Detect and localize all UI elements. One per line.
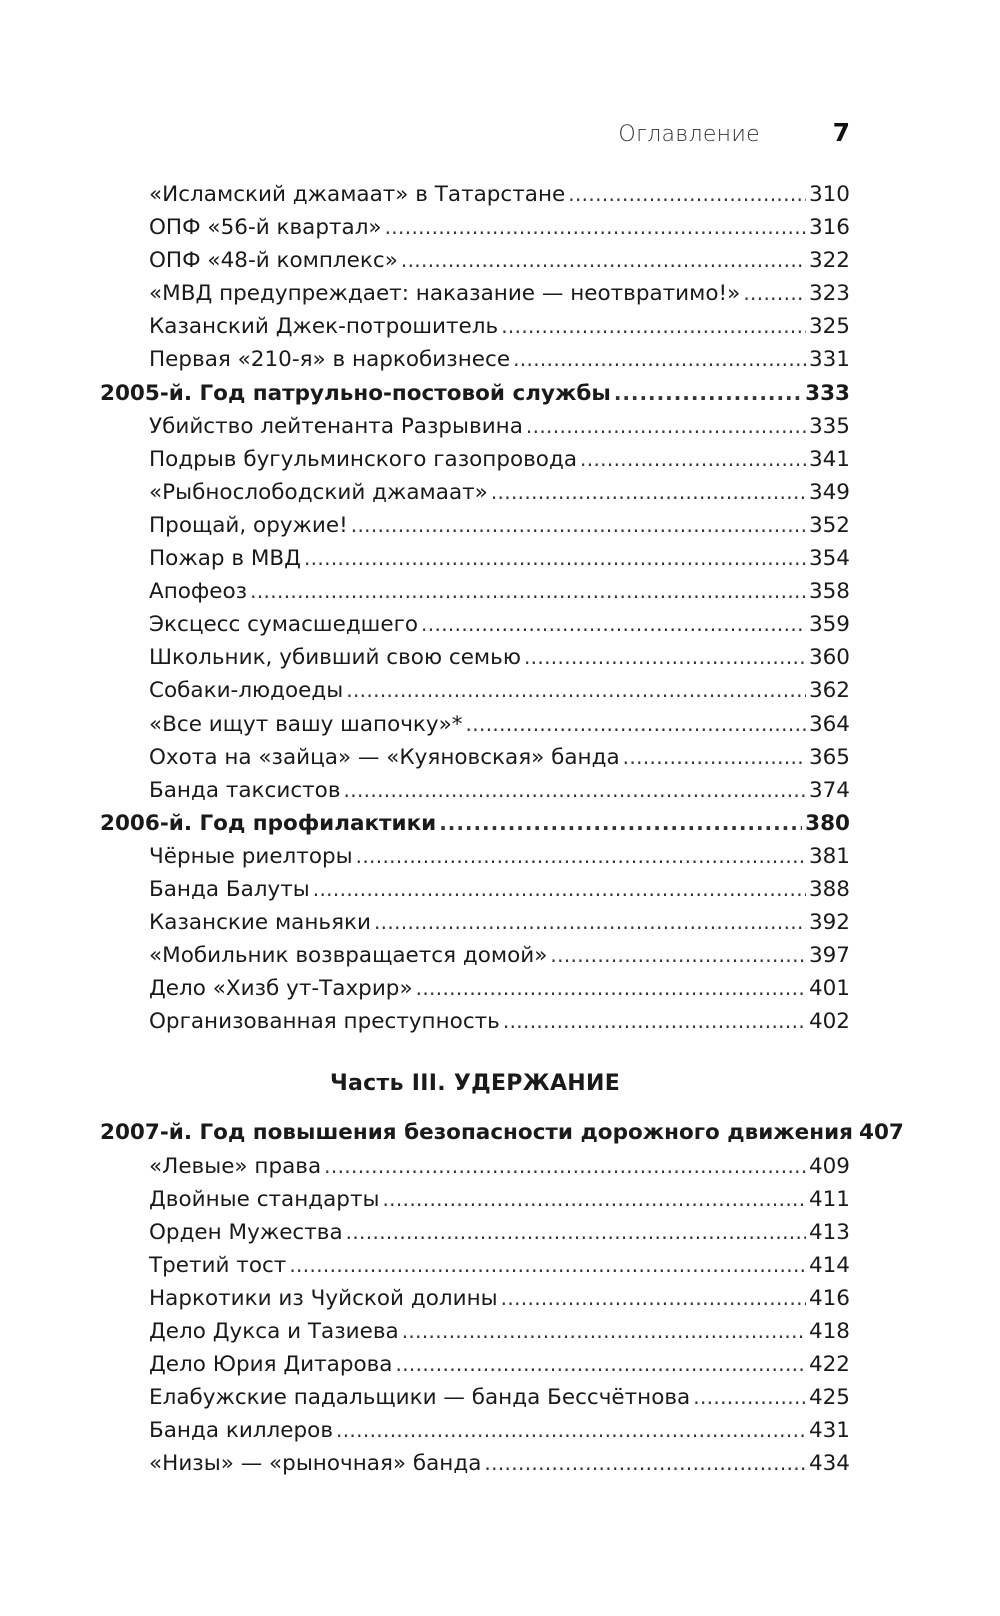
toc-entry-page: 359 (808, 612, 850, 638)
toc-entry[interactable] (100, 575, 850, 608)
page-number: 7 (832, 118, 850, 147)
toc-entry-page: 401 (808, 976, 850, 1002)
toc-entry-title: Дело «Хизб ут-Тахрир» (149, 976, 413, 1002)
dot-leader (351, 509, 806, 542)
toc-entry[interactable] (100, 741, 850, 774)
toc-entry[interactable] (100, 873, 850, 906)
toc-entry-page: 434 (808, 1451, 850, 1477)
toc-entry-page: 392 (808, 910, 850, 936)
toc-entry-title: Двойные стандарты (149, 1186, 380, 1212)
toc-entry[interactable] (100, 674, 850, 707)
toc-entry-title: Подрыв бугульминского газопровода (149, 446, 578, 472)
toc-entry-page: 333 (805, 380, 850, 406)
toc-entry-title: Елабужские падальщики — банда Бессчётнова (149, 1385, 691, 1411)
dot-leader (568, 178, 806, 211)
toc-entry-page: 331 (808, 347, 850, 373)
toc-entry-page: 325 (808, 314, 850, 340)
dot-leader (491, 476, 806, 509)
part-heading: Часть III. УДЕРЖАНИЕ (329, 1071, 621, 1097)
toc-entry-title: «Все ищут вашу шапочку»* (149, 711, 463, 737)
dot-leader (501, 1282, 806, 1315)
dot-leader (344, 774, 806, 807)
toc-entry-page: 431 (808, 1418, 850, 1444)
toc-entry-page: 388 (808, 876, 850, 902)
toc-entry[interactable] (100, 277, 850, 310)
toc-entry-page: 358 (808, 579, 850, 605)
toc-entry-title: Банда киллеров (149, 1418, 333, 1444)
toc-entry[interactable] (100, 1249, 850, 1282)
dot-leader (513, 343, 806, 376)
dot-leader (346, 1216, 806, 1249)
dot-leader (374, 906, 806, 939)
dot-leader (439, 807, 802, 840)
dot-leader (382, 1183, 806, 1216)
toc-entry[interactable] (100, 1282, 850, 1315)
toc-entry-title: Казанские маньяки (149, 910, 371, 936)
toc-chapter-entry[interactable] (100, 377, 850, 410)
dot-leader (416, 972, 806, 1005)
toc-entry[interactable] (100, 641, 850, 674)
toc-entry[interactable] (100, 1216, 850, 1249)
toc-entry[interactable] (100, 1315, 850, 1348)
dot-leader (395, 1348, 805, 1381)
dot-leader (402, 1315, 806, 1348)
toc-entry[interactable] (100, 1348, 850, 1381)
toc-entry-title: 2006-й. Год профилактики (100, 810, 437, 836)
toc-entry-page: 364 (808, 711, 850, 737)
toc-entry-page: 407 (858, 1120, 904, 1146)
toc-entry-page: 323 (808, 281, 850, 307)
toc-entry-page: 425 (808, 1385, 850, 1411)
toc-entry-title: Третий тост (149, 1252, 287, 1278)
toc-entry[interactable] (100, 542, 850, 575)
toc-entry[interactable] (100, 906, 850, 939)
dot-leader (550, 939, 806, 972)
toc-entry-title: 2005-й. Год патрульно-постовой службы (100, 380, 611, 406)
dot-leader (289, 1249, 806, 1282)
toc-entry-page: 362 (808, 678, 850, 704)
toc-entry-page: 322 (808, 248, 850, 274)
toc-entry-page: 310 (808, 182, 850, 207)
toc-entry-title: ОПФ «56-й квартал» (149, 215, 382, 241)
toc-entry-title: Чёрные риелторы (149, 843, 353, 869)
toc-entry[interactable] (100, 178, 850, 211)
running-head-title: Оглавление (618, 122, 760, 147)
toc-entry[interactable] (100, 1150, 850, 1183)
dot-leader (250, 575, 806, 608)
toc-entry[interactable] (100, 972, 850, 1005)
toc-chapter-entry[interactable] (100, 1116, 904, 1149)
toc-entry[interactable] (100, 509, 850, 542)
toc-chapter-entry[interactable] (100, 807, 850, 840)
toc-entry-title: Эксцесс сумасшедшего (149, 612, 419, 638)
dot-leader (614, 377, 802, 410)
toc-entry[interactable] (100, 443, 850, 476)
toc-entry-page: 418 (808, 1319, 850, 1344)
toc-entry-title: Банда таксистов (149, 777, 341, 803)
toc-entry-page: 349 (808, 479, 850, 505)
toc-entry-title: Дело Юрия Дитарова (149, 1352, 393, 1378)
toc-entry[interactable] (100, 343, 850, 376)
toc-entry-page: 335 (808, 413, 850, 439)
toc-entry-title: Дело Дукса и Тазиева (149, 1319, 399, 1344)
dot-leader (304, 542, 806, 575)
toc-entry-page: 416 (808, 1285, 850, 1311)
toc-entry-page: 414 (808, 1252, 850, 1278)
toc-entry-title: Собаки-людоеды (149, 678, 344, 704)
toc-entry[interactable] (100, 410, 850, 443)
dot-leader (623, 741, 806, 774)
toc-entry[interactable] (100, 476, 850, 509)
toc-entry-page: 381 (808, 843, 850, 869)
toc-entry-title: Организованная преступность (149, 1009, 500, 1035)
toc-entry[interactable] (100, 1414, 850, 1447)
toc-entry-title: Орден Мужества (149, 1219, 343, 1245)
toc-entry[interactable] (100, 840, 850, 873)
toc-entry-title: Казанский Джек-потрошитель (149, 314, 499, 340)
dot-leader (526, 410, 806, 443)
toc-entry-title: Наркотики из Чуйской долины (149, 1285, 498, 1311)
toc-entry-page: 341 (808, 446, 850, 472)
toc-entry[interactable] (100, 244, 850, 277)
toc-entry-title: Прощай, оружие! (149, 512, 348, 538)
toc-entry[interactable] (100, 708, 850, 741)
dot-leader (466, 708, 806, 741)
toc-entry-title: «Рыбнослободский джамаат» (149, 479, 488, 505)
toc-entry-title: «Исламский джамаат» в Татарстане (149, 182, 566, 207)
dot-leader (743, 277, 806, 310)
toc-entry-page: 409 (808, 1153, 850, 1179)
running-head (100, 118, 850, 154)
dot-leader (503, 1005, 806, 1038)
dot-leader (346, 674, 806, 707)
toc-entry-page: 413 (808, 1219, 850, 1245)
toc-entry-title: Охота на «зайца» — «Куяновская» банда (149, 744, 620, 770)
toc-entry-title: «Мобильник возвращается домой» (149, 943, 548, 969)
toc-entry-title: ОПФ «48-й комплекс» (149, 248, 398, 274)
toc-entry-page: 360 (808, 645, 850, 671)
toc-entry[interactable] (100, 608, 850, 641)
toc-entry[interactable] (100, 1005, 850, 1038)
dot-leader (401, 244, 806, 277)
toc-entry-page: 316 (808, 215, 850, 241)
dot-leader (421, 608, 806, 641)
toc-entry-title: Убийство лейтенанта Разрывина (149, 413, 523, 439)
toc-entry-title: Школьник, убивший свою семью (149, 645, 521, 671)
toc-entry[interactable] (100, 939, 850, 972)
toc-entry-page: 354 (808, 546, 850, 572)
dot-leader (313, 873, 806, 906)
toc-entry-title: «Низы» — «рыночная» банда (149, 1451, 482, 1477)
toc-entry-page: 397 (808, 943, 850, 969)
toc-entry-page: 411 (808, 1186, 850, 1212)
dot-leader (336, 1414, 806, 1447)
toc-entry-title: Банда Балуты (149, 876, 310, 902)
dot-leader (385, 211, 806, 244)
toc-entry[interactable] (100, 310, 850, 343)
toc-entry[interactable] (100, 1447, 850, 1480)
toc-entry-page: 374 (808, 777, 850, 803)
dot-leader (693, 1381, 806, 1414)
toc-entry[interactable] (100, 774, 850, 807)
toc-entry[interactable] (100, 1183, 850, 1216)
toc-entry-page: 422 (808, 1352, 850, 1378)
dot-leader (501, 310, 806, 343)
toc-entry-title: «Левые» права (149, 1153, 322, 1179)
toc-entry-title: Апофеоз (149, 579, 248, 605)
dot-leader (356, 840, 806, 873)
toc-entry-page: 365 (808, 744, 850, 770)
dot-leader (524, 641, 806, 674)
toc-entry[interactable] (100, 1381, 850, 1414)
toc-entry-page: 402 (808, 1009, 850, 1035)
toc-entry-title: 2007-й. Год повышения безопасности дорожного движения (100, 1120, 853, 1146)
toc-entry-title: Первая «210-я» в наркобизнесе (149, 347, 511, 373)
dot-leader (324, 1150, 806, 1183)
toc-entry[interactable] (100, 211, 850, 244)
dot-leader (580, 443, 806, 476)
toc-entry-page: 380 (805, 810, 850, 836)
toc-entry-page: 352 (808, 512, 850, 538)
dot-leader (484, 1447, 806, 1480)
toc-entry-title: Пожар в МВД (149, 546, 301, 572)
toc-section-part2 (100, 178, 850, 1038)
toc-entry-title: «МВД предупреждает: наказание — неотвратимо!» (149, 281, 741, 307)
table-of-contents (100, 178, 904, 1480)
toc-section-part3 (100, 1116, 904, 1480)
